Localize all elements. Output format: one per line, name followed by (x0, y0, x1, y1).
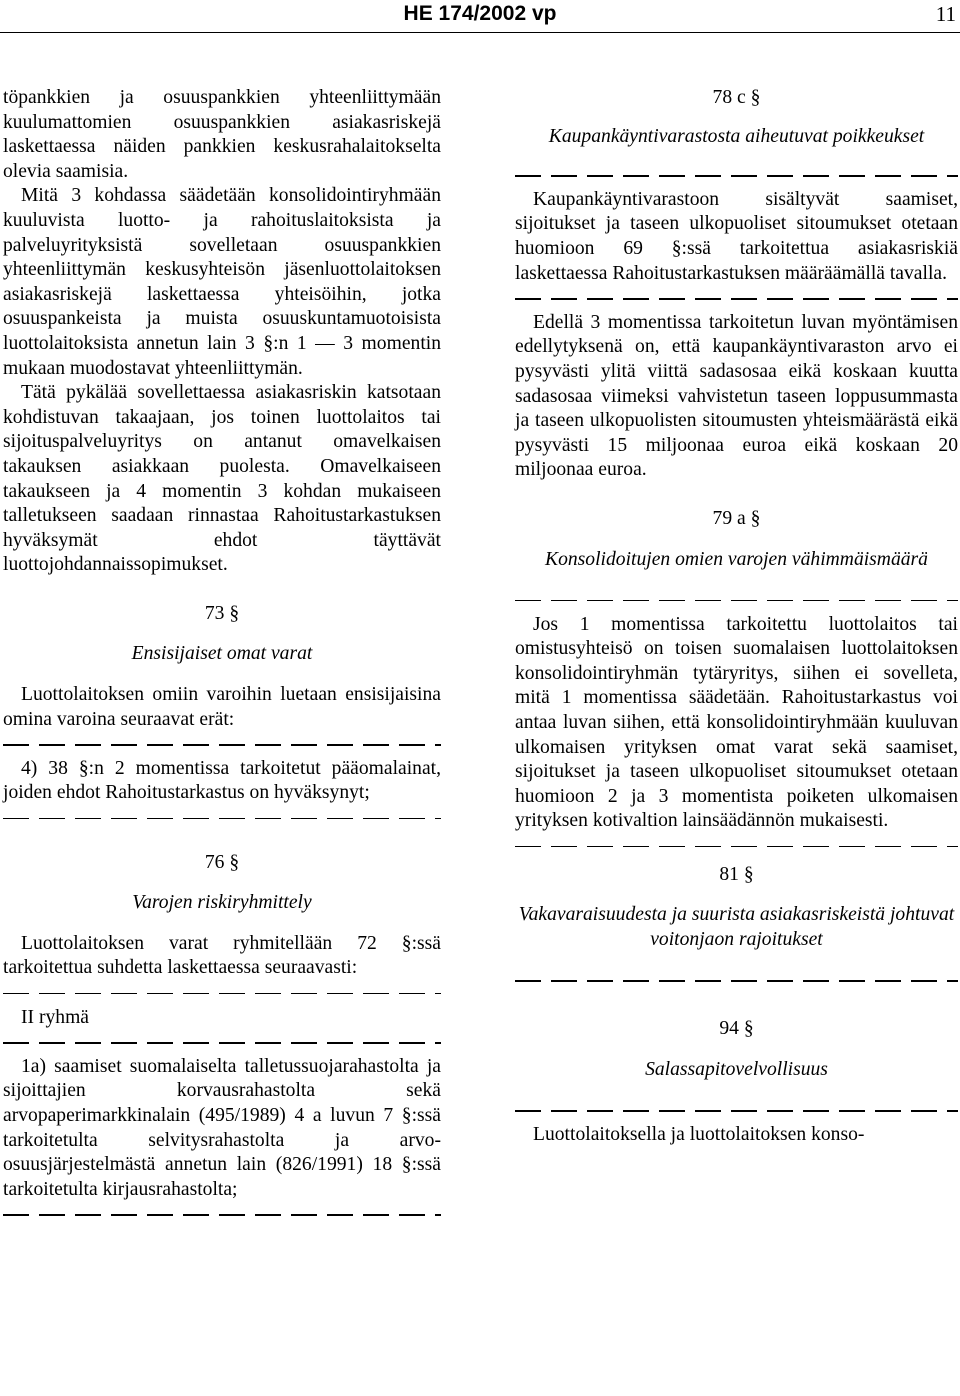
omission-dashes (3, 806, 441, 831)
page-number: 11 (935, 2, 956, 26)
omission-dashes (3, 981, 441, 1006)
section-title: Vakavaraisuudesta ja suurista asiakasriskeistä johtuvat voitonjaon rajoitukset (518, 904, 955, 950)
section-number: 73 § (204, 602, 240, 624)
section-number: 81 § (719, 863, 754, 885)
paragraph: Luottolaitoksella ja luottolaitoksen konso- (533, 1123, 865, 1145)
paragraph: Luottolaitoksen omiin varoihin luetaan ensisijaisina omina varoina seuraavat erät: (3, 684, 441, 730)
omission-dashes (515, 163, 958, 188)
paragraph: Kaupankäyntivarastoon sisältyvät saamiset, sijoitukset ja taseen ulkopuoliset sitoumukset otetaan huomioon 69 §:ssä tarkoitettua asiakasriskiä laskettaessa Rahoitustarkastuksen määräämällä tavalla. (515, 188, 958, 284)
section-number: 76 § (204, 851, 240, 873)
group-heading: II ryhmä (21, 1006, 90, 1028)
section-title: Ensisijaiset omat varat (131, 643, 313, 665)
left-column (3, 86, 441, 1227)
paragraph-continued: töpankkien ja osuuspankkien yhteenliittymään kuulumattomien osuuspankkien asiakasriskejä laskettaessa näiden pankkien keskusrahalaitokselta olevia saamisia. (3, 87, 441, 182)
omission-dashes (515, 1098, 958, 1123)
paragraph: 4) 38 §:n 2 momentissa tarkoitetut pääomalainat, joiden ehdot Rahoitustarkastus on hyväksynyt; (3, 757, 441, 804)
section-title: Kaupankäyntivarastosta aiheutuvat poikkeukset (548, 125, 925, 147)
omission-dashes (3, 1030, 441, 1055)
document-id: HE 174/2002 vp (403, 2, 557, 25)
section-number: 79 a § (712, 507, 761, 529)
right-column (515, 86, 958, 1147)
section-title: Varojen riskiryhmittely (132, 892, 312, 914)
section-number: 94 § (719, 1018, 754, 1039)
paragraph: Tätä pykälää sovellettaessa asiakasriskin katsotaan kohdistuvan takaajaan, jos toinen luottolaitos tai sijoituspalveluyritys on antanut omavelkaisen takauksen asiakkaan puolesta. Omavelkaiseen takaukseen ja 4 momentin 3 kohdan mukaiseen talletukseen saadaan rinnastaa Rahoitustarkastuksen hyväksymät ehdot täyttävät luottojohdannaissopimukset. (3, 382, 441, 576)
omission-dashes (3, 732, 441, 757)
omission-dashes (515, 286, 958, 311)
omission-dashes (515, 588, 958, 613)
section-number: 78 c § (712, 87, 761, 108)
omission-dashes (515, 834, 958, 859)
paragraph: Mitä 3 kohdassa säädetään konsolidointiryhmään kuuluvista luotto- ja rahoituslaitoksista ja palveluyrityksistä sovelletaan osuuspankkien yhteenliittymän keskusyhteisön jäsenluottolaitoksen asiakasriskejä laskettaessa yhteisöihin, jotka osuuspankeista ja muista osuuskuntamuotoisista luottolaitoksista annetun lain 3 §:n 1 — 3 momentin mukaan muodostavat yhteenliittymän. (3, 185, 441, 379)
paragraph: Jos 1 momentissa tarkoitettu luottolaitos tai omistusyhteisö on toisen suomalaisen luottolaitoksen konsolidointiryhmän tytäryritys, siihen ei sovelleta, mitä 1 momentissa säädetään. Rahoitustarkastus voi antaa luvan siihen, että konsolidointiryhmään kuuluvan ulkomaisen yrityksen omat varat sekä saamiset, sijoitukset ja taseen ulkopuoliset sitoumukset otetaan huomioon 2 ja 3 momentista poiketen ulkomaisen yrityksen kotivaltion lainsäädännön mukaisesti. (515, 613, 958, 832)
section-title: Konsolidoitujen omien varojen vähimmäismäärä (545, 548, 928, 570)
paragraph: 1a) saamiset suomalaiselta talletussuojarahastolta ja sijoittajien korvausrahastolta sekä arvopaperimarkkinalain (495/1989) 4 a luvun 7 §:ssä tarkoitetulta selvitysrahastolta ja arvo-osuusjärjestelmästä annetun lain (826/1991) 18 §:ssä tarkoitetulta kirjausrahastolta; (3, 1055, 441, 1200)
omission-dashes (515, 968, 958, 993)
section-title: Salassapitovelvollisuus (645, 1058, 828, 1080)
omission-dashes (3, 1202, 441, 1227)
paragraph: Edellä 3 momentissa tarkoitetun luvan myöntämisen edellytyksenä on, että kaupankäyntivaraston arvo ei pysyvästi ylitä viittä sadasosaa eikä koskaan kuutta sadasosaa viimeksi vahvistetun taseen loppusummasta ja taseen ulkopuolisten sitoumusten yhteismäärästä eikä pysyvästi 15 miljoonaa euroa eikä koskaan 20 miljoonaa euroa. (515, 311, 958, 481)
paragraph: Luottolaitoksen varat ryhmitellään 72 §:ssä tarkoitettua suhdetta laskettaessa seuraavasti: (3, 932, 441, 979)
page-header (0, 0, 960, 33)
